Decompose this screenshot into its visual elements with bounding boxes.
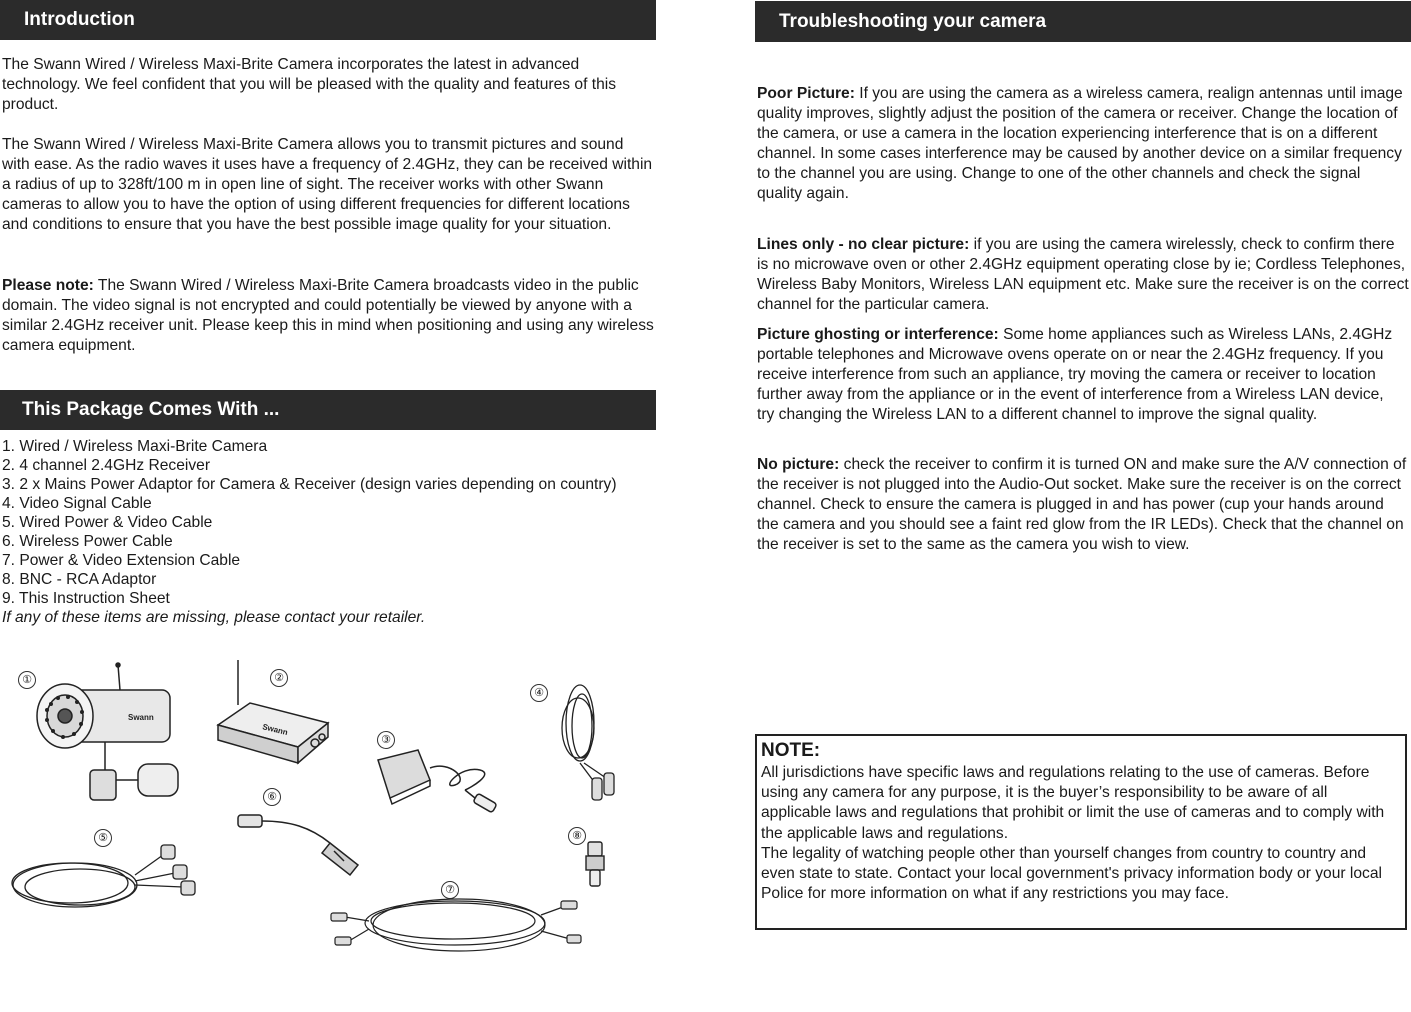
no-picture-paragraph [757,455,1409,555]
figure-label-3: ③ [377,731,395,749]
list-item: 5. Wired Power & Video Cable [2,514,213,531]
troubleshooting-header-title: Troubleshooting your camera [779,10,1047,32]
legal-note-title: NOTE: [761,740,821,761]
figure-label-7: ⑦ [441,881,459,899]
camera-illustration [10,660,190,810]
package-header [0,390,656,430]
intro-header-title: Introduction [24,9,135,30]
camera-brand-text: Swann [128,713,154,722]
list-item: 3. 2 x Mains Power Adaptor for Camera & Receiver (design varies depending on country) [2,476,617,493]
ghosting-paragraph [757,325,1409,425]
figure-label-8: ⑧ [568,827,586,845]
figure-label-1: ① [18,671,36,689]
poor-picture-text: If you are using the camera as a wireless camera, realign antennas until image quality improves, slightly adjust the position of the camera or receiver. Change the location of the camera, or use a camera in the location experiencing interference that is on a different channel. In some cases interference may be caused by another device on a similar frequency to the channel you are using. Change to one of the other channels and check the signal quality again. [757,85,1403,202]
troubleshooting-header [755,1,1411,42]
figure-label-2: ② [270,669,288,687]
extension-cable-illustration [325,885,585,965]
missing-items-note: If any of these items are missing, please contact your retailer. [2,609,426,626]
lines-only-text: if you are using the camera wirelessly, check to confirm there is no microwave oven or other 2.4GHz equipment operating close by ie; Cordless Telephones, Wireless Baby Monitors, Wireless LAN equipment etc. Make sure the receiver is on the correct channel for the particular camera. [757,236,1409,313]
list-item: 2. 4 channel 2.4GHz Receiver [2,457,211,474]
list-item: 4. Video Signal Cable [2,495,152,512]
ghosting-label: Picture ghosting or interference: [757,326,999,343]
figure-label-5: ⑤ [94,829,112,847]
package-list [2,437,654,627]
please-note-label: Please note: [2,277,94,294]
lines-only-paragraph [757,235,1409,315]
figure-label-4: ④ [530,684,548,702]
please-note-text: The Swann Wired / Wireless Maxi-Brite Camera broadcasts video in the public domain. The video signal is not encrypted and could potentially be viewed by anyone with a similar 2.4GHz receiver unit. Please keep this in mind when positioning and using any wireless camera equipment. [2,277,654,354]
lines-only-label: Lines only - no clear picture: [757,236,970,253]
poor-picture-paragraph [757,84,1409,204]
list-item: 1. Wired / Wireless Maxi-Brite Camera [2,438,268,455]
power-adaptor-illustration [370,740,520,830]
receiver-illustration [210,655,340,775]
list-item: 9. This Instruction Sheet [2,590,170,607]
list-item: 6. Wireless Power Cable [2,533,173,550]
intro-paragraph-2: The Swann Wired / Wireless Maxi-Brite Camera allows you to transmit pictures and sound with ease. As the radio waves it uses have a frequency of 2.4GHz, they can be received within a radius of up to 328ft/100 m in open line of sight. The receiver works with other Swann cameras to allow you to have the option of using different frequencies for different locations and conditions to ensure that you have the best possible image quality for your situation. [2,136,653,233]
ghosting-text-2: try changing the Wireless LAN to a different channel to improve the signal quality. [757,406,1318,423]
package-header-title: This Package Comes With ... [22,399,280,420]
list-item: 7. Power & Video Extension Cable [2,552,241,569]
legal-note-paragraph-1: All jurisdictions have specific laws and regulations relating to the use of cameras. Before using any camera for any purpose, it is the buyer’s responsibility to be aware of all applicable laws and regulations that prohibit or limit the use of cameras and to comply with the applicable laws and regulations. [761,764,1385,842]
wireless-power-cable-illustration [230,805,380,885]
svg-text:Swann: Swann [261,722,289,738]
video-cable-illustration [540,678,640,808]
figure-label-6: ⑥ [263,788,281,806]
intro-paragraph-1: The Swann Wired / Wireless Maxi-Brite Camera incorporates the latest in advanced technology. We feel confident that you will be pleased with the quality and features of this product. [2,56,617,113]
intro-header [0,0,656,40]
legal-note-box [755,734,1407,930]
please-note-paragraph [2,276,654,356]
no-picture-text: check the receiver to confirm it is turned ON and make sure the A/V connection of the receiver is not plugged into the Audio-Out socket. Make sure the receiver is on the correct channel. Check to ensure the camera is plugged in and has power (cup your hands around the camera and you should see a faint red glow from the IR LEDs). Check that the channel on the receiver is set to the same as the camera you wish to view. [757,456,1407,553]
wired-power-video-cable-illustration [5,825,205,920]
list-item: 8. BNC - RCA Adaptor [2,571,157,588]
no-picture-label: No picture: [757,456,840,473]
bnc-rca-adaptor-illustration [580,840,610,890]
ghosting-text: Some home appliances such as Wireless LANs, 2.4GHz portable telephones and Microwave ovens operate on or near the 2.4GHz frequency. If you receive interference from such an appliance, try moving the camera or receiver to location further away from the appliance or in the event of interference from a Wireless LAN device, [757,326,1393,403]
poor-picture-label: Poor Picture: [757,85,855,102]
legal-note-paragraph-2: The legality of watching people other than yourself changes from country to country and even state to state. Contact your local government's privacy information body or your local Police for more information on what if any restrictions you may face. [761,844,1382,903]
